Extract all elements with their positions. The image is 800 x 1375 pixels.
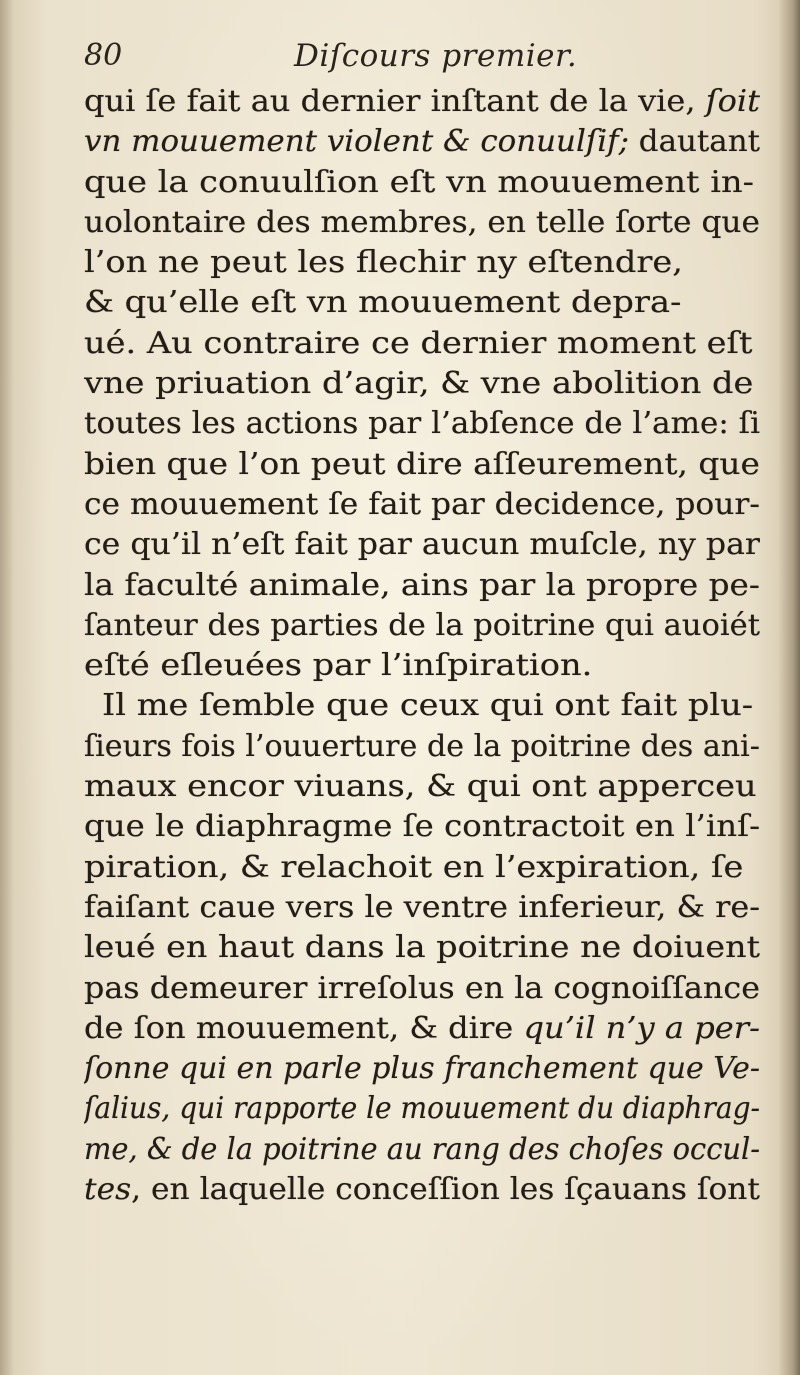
text-segment: ué. Au contraire ce dernier moment eſt xyxy=(84,325,753,361)
text-segment: uolontaire des membres, en telle ſorte que xyxy=(84,204,760,240)
text-line xyxy=(84,1049,760,1089)
text-line xyxy=(84,364,760,404)
italic-text-segment: ſonne qui en parle plus franchement que Ve- xyxy=(84,1051,760,1087)
body-text xyxy=(84,82,760,1210)
text-line xyxy=(84,969,760,1009)
text-line xyxy=(84,727,760,767)
text-line xyxy=(84,888,760,928)
text-segment: ce qu’il n’eſt fait par aucun muſcle, ny par xyxy=(84,527,760,563)
page-gutter-shadow xyxy=(0,0,14,1375)
italic-text-segment: vn mouuement violent & conuulſif; xyxy=(84,124,629,160)
text-line xyxy=(84,928,760,968)
text-segment: leué en haut dans la poitrine ne doiuent xyxy=(84,930,760,966)
text-line xyxy=(84,243,760,283)
text-segment: pas demeurer irreſolus en la cognoiſſance xyxy=(84,970,760,1006)
text-segment: & qu’elle eſt vn mouuement depra- xyxy=(84,285,682,321)
text-line xyxy=(84,646,760,686)
text-line xyxy=(84,686,760,726)
text-line xyxy=(84,1009,760,1049)
text-line xyxy=(84,163,760,203)
text-segment: toutes les actions par l’abſence de l’ame: ſi xyxy=(84,406,760,442)
page-number: 80 xyxy=(84,38,123,73)
text-line xyxy=(84,122,760,162)
text-segment: eſté eſleuées par l’inſpiration. xyxy=(84,648,593,684)
text-segment: faiſant caue vers le ventre inferieur, & re- xyxy=(84,889,760,925)
text-segment: la faculté animale, ains par la propre pe- xyxy=(84,567,760,603)
text-segment: de ſon mouuement, & dire xyxy=(84,1010,524,1046)
text-line xyxy=(84,324,760,364)
text-line xyxy=(84,445,760,485)
page-edge-shadow xyxy=(778,0,800,1375)
text-line xyxy=(84,848,760,888)
text-line xyxy=(84,525,760,565)
italic-text-segment: tes xyxy=(84,1172,132,1208)
text-segment: ce mouuement ſe fait par decidence, pour- xyxy=(84,486,760,522)
text-line xyxy=(84,807,760,847)
text-segment: dautant xyxy=(628,124,760,160)
text-segment: l’on ne peut les flechir ny eſtendre, xyxy=(84,245,683,281)
text-segment: maux encor viuans, & qui ont apperceu xyxy=(84,769,757,805)
text-line xyxy=(84,1130,760,1170)
text-line xyxy=(84,485,760,525)
text-segment: bien que l’on peut dire aſſeurement, que xyxy=(84,446,760,482)
italic-text-segment: ſalius, qui rapporte le mouuement du diaphrag- xyxy=(84,1091,760,1127)
text-segment: , en laquelle conceſſion les ſçauans ſont xyxy=(131,1172,760,1208)
text-line xyxy=(84,283,760,323)
text-segment: ſanteur des parties de la poitrine qui auoiét xyxy=(84,607,760,643)
running-head: Diſcours premier. xyxy=(294,38,578,74)
text-segment: ſieurs fois l’ouuerture de la poitrine des ani- xyxy=(84,728,760,764)
page-header xyxy=(84,38,724,78)
text-line xyxy=(84,82,760,122)
italic-text-segment: qu’il n’y a per- xyxy=(523,1010,760,1046)
text-segment: piration, & relachoit en l’expiration, ſe xyxy=(84,849,744,885)
text-line xyxy=(84,1089,760,1129)
text-segment: que la conuulſion eſt vn mouuement in- xyxy=(84,164,754,200)
text-segment: qui ſe fait au dernier inſtant de la vie, xyxy=(84,84,706,119)
text-line xyxy=(84,606,760,646)
text-line xyxy=(84,566,760,606)
text-line xyxy=(84,1170,760,1210)
text-line xyxy=(84,203,760,243)
italic-text-segment: ſoit xyxy=(705,84,760,119)
text-segment: que le diaphragme ſe contractoit en l’inſ- xyxy=(84,809,760,845)
text-line xyxy=(84,767,760,807)
text-segment: vne priuation d’agir, & vne abolition de xyxy=(84,366,754,402)
text-segment: Il me ſemble que ceux qui ont fait plu- xyxy=(102,688,754,724)
italic-text-segment: me, & de la poitrine au rang des choſes occul- xyxy=(84,1131,760,1167)
text-line xyxy=(84,404,760,444)
